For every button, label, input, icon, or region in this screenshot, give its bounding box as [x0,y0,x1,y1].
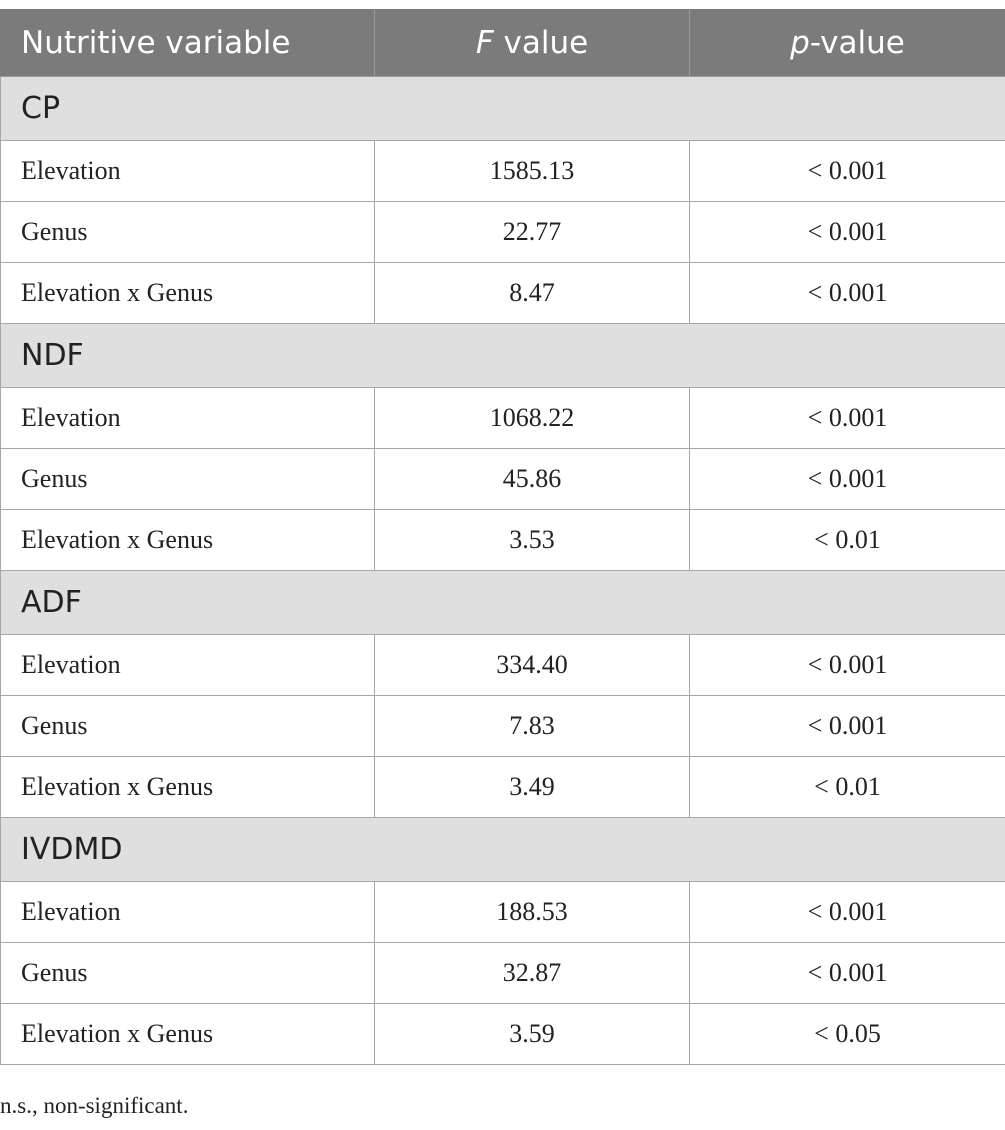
factor-cell: Elevation [1,635,375,696]
f-value-cell: 188.53 [375,882,690,943]
f-value-cell: 1068.22 [375,388,690,449]
f-value-cell: 3.53 [375,510,690,571]
p-value-cell: < 0.01 [690,510,1005,571]
f-value-cell: 32.87 [375,943,690,1004]
factor-cell: Elevation x Genus [1,510,375,571]
table-footnote: n.s., non-significant. [0,1093,189,1118]
p-value-cell: < 0.001 [690,141,1005,202]
table-row [1,635,1005,696]
table-row [1,263,1005,324]
header-f-symbol: F [475,24,494,61]
f-value-cell: 7.83 [375,696,690,757]
header-f-label: value [493,24,589,61]
table-row [1,696,1005,757]
group-row-adf [1,571,1005,635]
group-label: ADF [1,571,1005,635]
factor-cell: Elevation [1,882,375,943]
header-p-label: -value [809,24,905,61]
p-value-cell: < 0.001 [690,449,1005,510]
anova-table [0,9,1005,1065]
f-value-cell: 8.47 [375,263,690,324]
factor-cell: Genus [1,449,375,510]
header-row [1,9,1005,77]
group-row-ndf [1,324,1005,388]
anova-table-container [0,9,1005,1065]
f-value-cell: 1585.13 [375,141,690,202]
table-row [1,388,1005,449]
f-value-cell: 334.40 [375,635,690,696]
factor-cell: Genus [1,943,375,1004]
factor-cell: Elevation [1,141,375,202]
p-value-cell: < 0.001 [690,202,1005,263]
header-nutritive-variable: Nutritive variable [1,9,375,77]
table-row [1,1004,1005,1065]
header-f-value [375,9,690,77]
p-value-cell: < 0.001 [690,696,1005,757]
header-p-value [690,9,1005,77]
factor-cell: Genus [1,202,375,263]
table-row [1,943,1005,1004]
table-row [1,510,1005,571]
table-row [1,449,1005,510]
group-row-ivdmd [1,818,1005,882]
factor-cell: Elevation [1,388,375,449]
f-value-cell: 3.59 [375,1004,690,1065]
p-value-cell: < 0.001 [690,388,1005,449]
header-p-symbol: p [790,24,810,61]
table-row [1,882,1005,943]
f-value-cell: 22.77 [375,202,690,263]
p-value-cell: < 0.001 [690,882,1005,943]
factor-cell: Elevation x Genus [1,757,375,818]
p-value-cell: < 0.001 [690,263,1005,324]
group-row-cp [1,77,1005,141]
factor-cell: Genus [1,696,375,757]
f-value-cell: 3.49 [375,757,690,818]
table-row [1,141,1005,202]
p-value-cell: < 0.001 [690,943,1005,1004]
p-value-cell: < 0.01 [690,757,1005,818]
table-body [1,77,1005,1065]
factor-cell: Elevation x Genus [1,263,375,324]
p-value-cell: < 0.001 [690,635,1005,696]
group-label: NDF [1,324,1005,388]
group-label: IVDMD [1,818,1005,882]
f-value-cell: 45.86 [375,449,690,510]
table-row [1,202,1005,263]
table-row [1,757,1005,818]
group-label: CP [1,77,1005,141]
p-value-cell: < 0.05 [690,1004,1005,1065]
factor-cell: Elevation x Genus [1,1004,375,1065]
